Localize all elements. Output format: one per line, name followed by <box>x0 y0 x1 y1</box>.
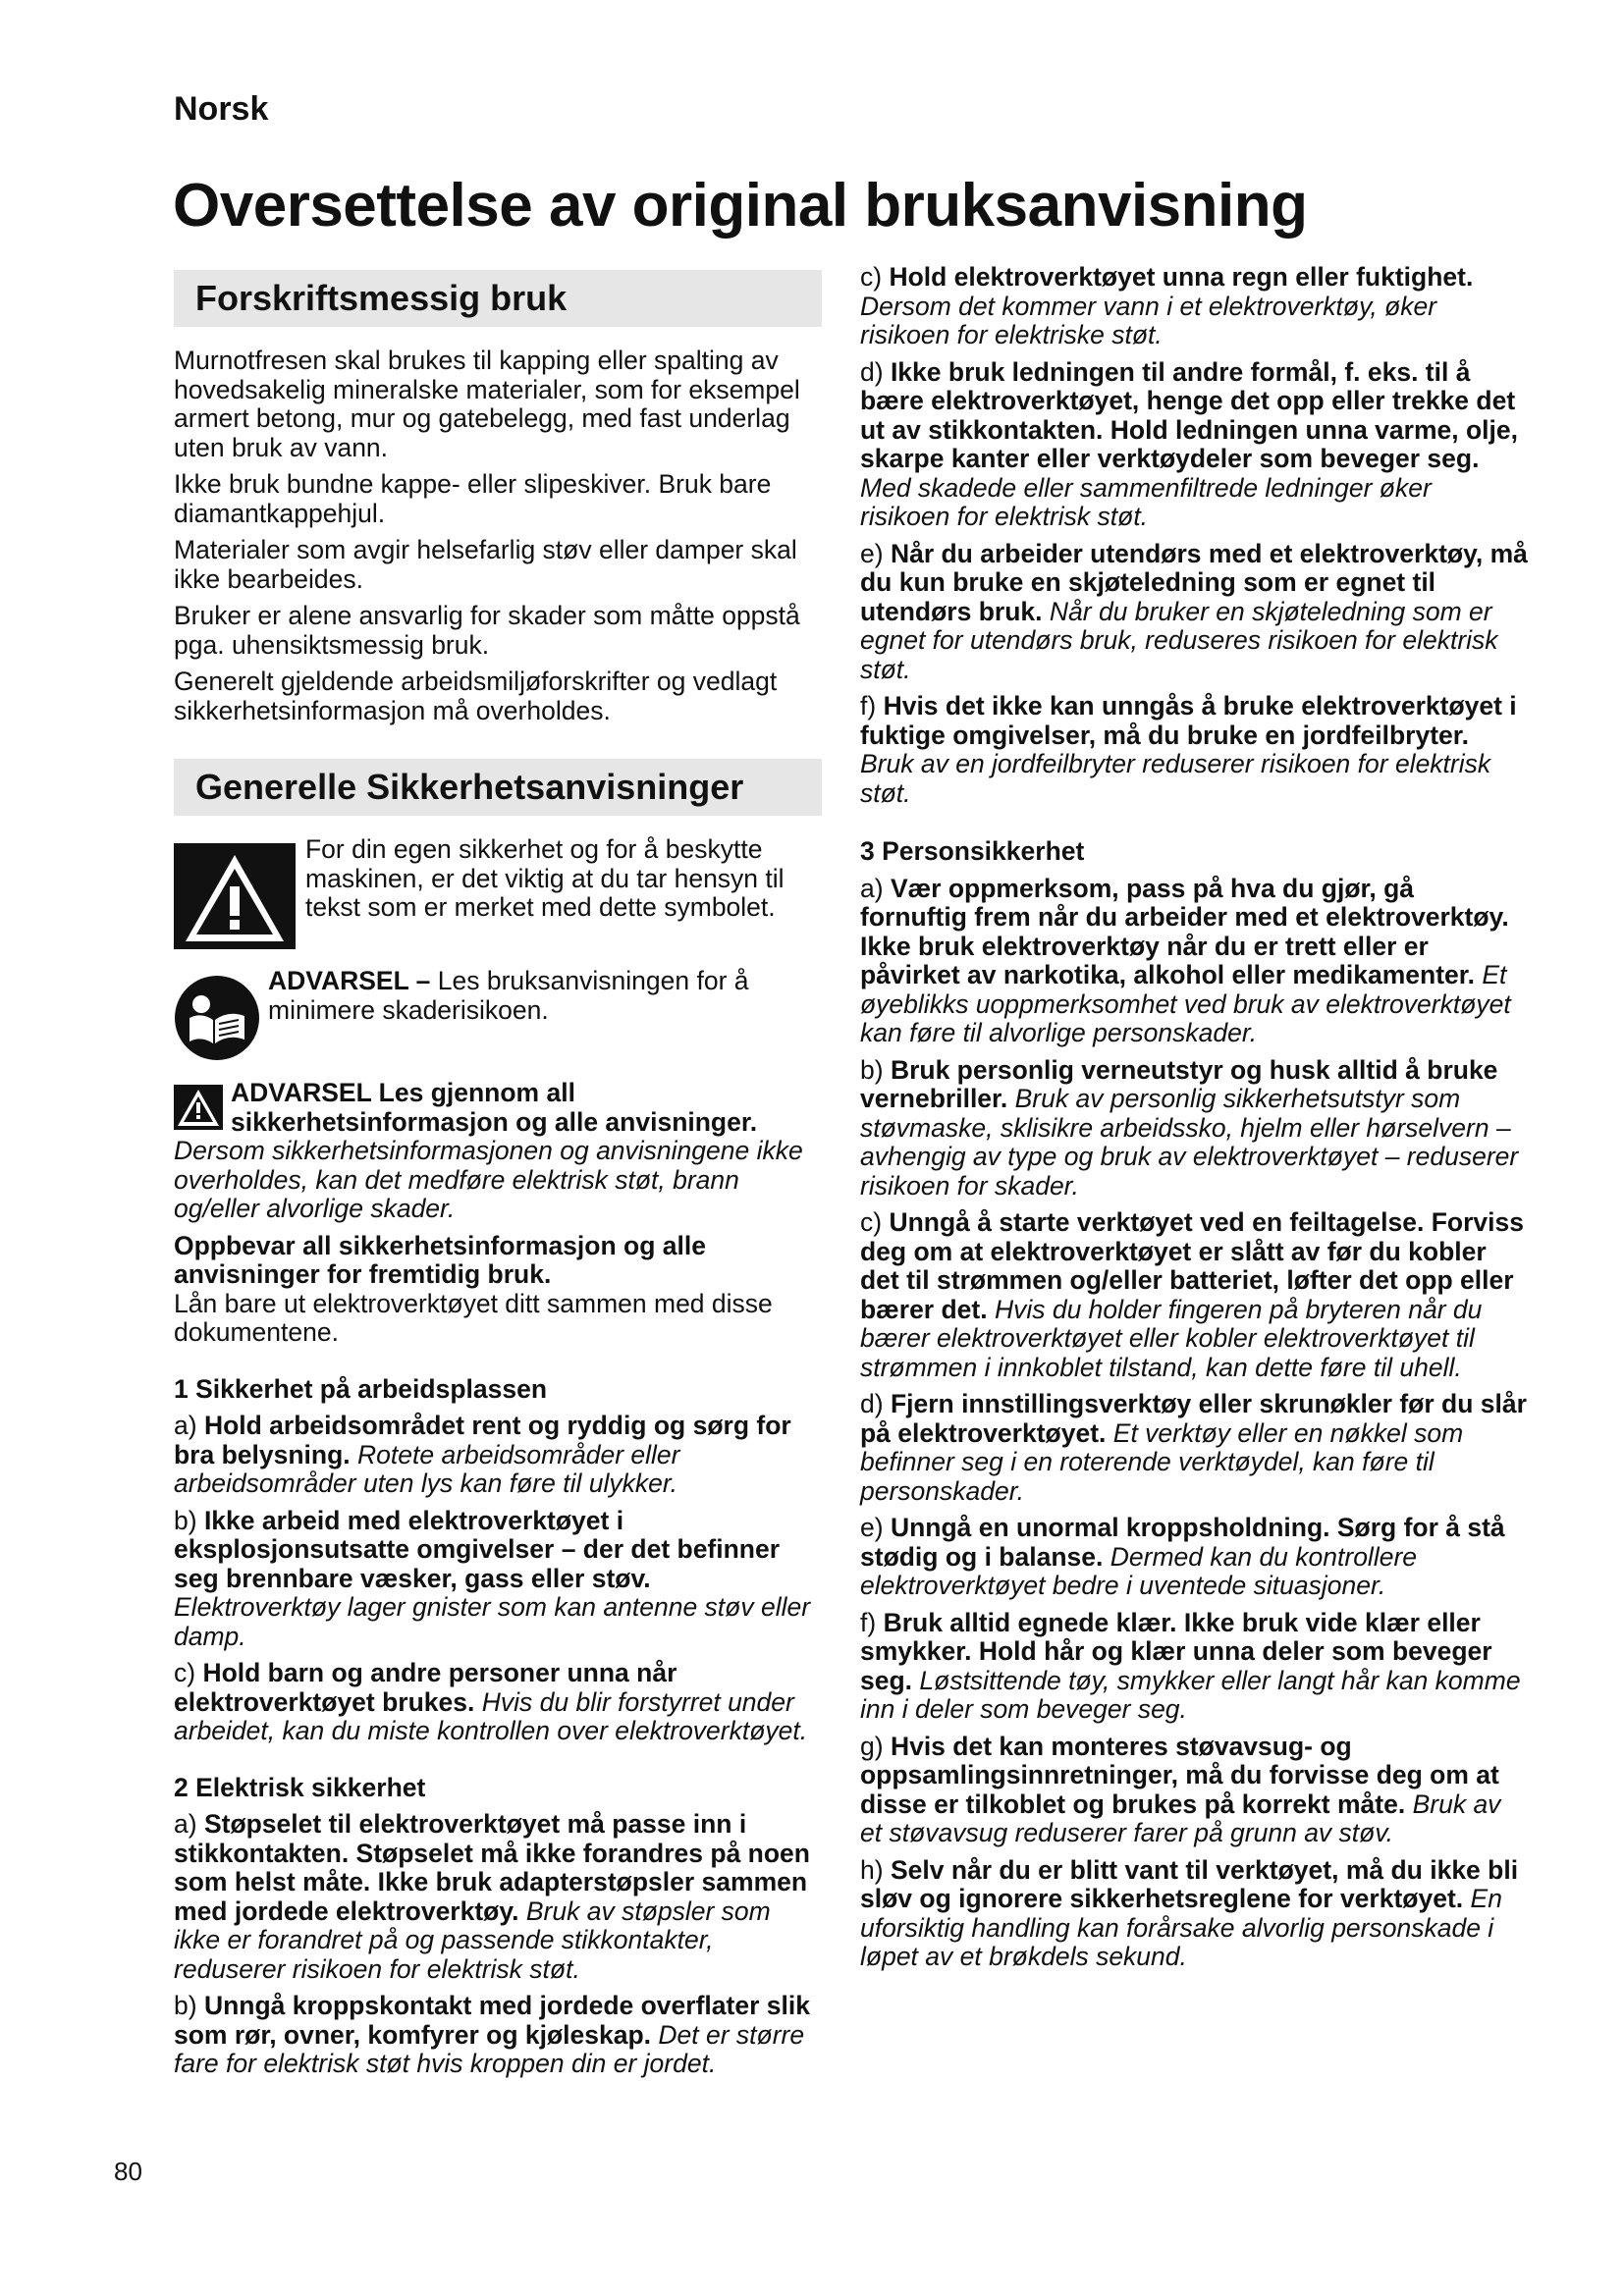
read-manual-notice <box>174 967 822 1061</box>
section-heading-intended-use: Forskriftsmessig bruk <box>174 270 822 327</box>
section-heading-general-safety: Generelle Sikkerhetsanvisninger <box>174 759 822 816</box>
list-item: b) Ikke arbeid med elektroverktøyet i eksplosjonsutsatte omgivelser – der det befinner seg brennbare væsker, gass eller støv. Elektroverktøy lager gnister som kan antenne støv eller damp. <box>174 1505 811 1651</box>
list-item: f) Bruk alltid egnede klær. Ikke bruk vide klær eller smykker. Hold hår og klær unna deler som beveger seg. Løstsittende tøy, smykker eller langt hår kan komme inn i deler som beveger seg. <box>860 1607 1521 1724</box>
list-item: f) Hvis det ikke kan unngås å bruke elektroverktøyet i fuktige omgivelser, må du bruke en jordfeilbryter. Bruk av en jordfeilbryter reduserer risikoen for elektrisk støt. <box>860 691 1517 808</box>
paragraph: Materialer som avgir helsefarlig støv eller damper skal ikke bearbeides. <box>174 535 797 594</box>
read-manual-icon <box>174 975 260 1061</box>
list-item: d) Ikke bruk ledningen til andre formål, f. eks. til å bære elektroverktøyet, henge det opp eller trekke det ut av stikkontakten. Hold ledningen unna varme, olje, skarpe kanter eller verktøydeler som beveger seg. Med skadede eller sammenfiltrede ledninger øker risikoen for elektrisk støt. <box>860 356 1518 531</box>
list-item: g) Hvis det kan monteres støvavsug- og oppsamlingsinnretninger, må du forvisse deg om at disse er tilkoblet og brukes på korrekt måte. Bruk av et støvavsug reduserer farer på grunn av støv. <box>860 1731 1501 1847</box>
list-item: b) Bruk personlig verneutstyr og husk alltid å bruke vernebriller. Bruk av personlig sikkerhetsutstyr som støvmaske, sklisikre arbeidssko, hjelm eller hørselvern – avhengig av type og bruk av elektroverktøyet – reduserer risikoen for skader. <box>860 1054 1519 1201</box>
list-item: a) Vær oppmerksom, pass på hva du gjør, gå fornuftig frem når du arbeider med et elektroverktøy. Ikke bruk elektroverktøy når du er trett eller er påvirket av narkotika, alkohol eller medikamenter. Et øyeblikks uoppmerksomhet ved bruk av elektroverktøyet kan føre til alvorlige personskader. <box>860 873 1511 1047</box>
warning-label: ADVARSEL – <box>268 966 431 995</box>
subheading-workplace-safety: 1 Sikkerhet på arbeidsplassen <box>174 1373 548 1404</box>
symbol-notice-text: For din egen sikkerhet og for å beskytte maskinen, er det viktig at du tar hensyn til tekst som er merket med dette symbolet. <box>305 834 785 922</box>
read-manual-text <box>268 967 822 1025</box>
list-item: h) Selv når du er blitt vant til verktøyet, må du ikke bli sløv og ignorere sikkerhetsreglene for verktøyet. En uforsiktig handling kan forårsake alvorlig personskade i løpet av et brøkdels sekund. <box>860 1854 1519 1971</box>
keep-bold-text: Oppbevar all sikkerhetsinformasjon og alle anvisninger for fremtidig bruk. <box>174 1230 706 1289</box>
page-number: 80 <box>114 2157 142 2186</box>
list-item: c) Hold elektroverktøyet unna regn eller fuktighet. Dersom det kommer vann i et elektroverktøy, øker risikoen for elektriske støt. <box>860 262 1474 349</box>
warning-triangle-icon <box>174 1085 223 1130</box>
paragraph: Murnotfresen skal brukes til kapping eller spalting av hovedsakelig mineralske materialer, som for eksempel armert betong, mur og gatebelegg, med fast underlag uten bruk av vann. <box>174 346 800 462</box>
list-item: a) Støpselet til elektroverktøyet må passe inn i stikkontakten. Støpselet må ikke forandres på noen som helst måte. Ikke bruk adapterstøpsler sammen med jordede elektroverktøy. Bruk av støpsler som ikke er forandret på og passende stikkontakter, reduserer risikoen for elektrisk støt. <box>174 1809 810 1984</box>
subheading-electrical-safety: 2 Elektrisk sikkerhet <box>174 1772 426 1802</box>
symbol-notice <box>174 835 822 949</box>
keep-instructions <box>174 1232 822 1348</box>
list-item: d) Fjern innstillingsverktøy eller skrunøkler før du slår på elektroverktøyet. Et verktøy eller en nøkkel som befinner seg i en roterende verktøydel, kan føre til personskader. <box>860 1389 1527 1506</box>
list-item: e) Når du arbeider utendørs med et elektroverktøy, må du kun bruke en skjøteledning som er egnet til utendørs bruk. Når du bruker en skjøteledning som er egnet for utendørs bruk, reduseres risikoen for elektrisk støt. <box>860 538 1528 684</box>
left-column <box>174 270 822 2087</box>
warning-paragraph <box>174 1079 822 1224</box>
subheading-personal-safety: 3 Personsikkerhet <box>860 836 1085 866</box>
list-item: b) Unngå kroppskontakt med jordede overflater slik som rør, ovner, komfyrer og kjøleskap. Det er større fare for elektrisk støt hvis kroppen din er jordet. <box>174 1991 810 2078</box>
list-item: c) Hold barn og andre personer unna når elektroverktøyet brukes. Hvis du blir forstyrret under arbeidet, kan du miste kontrollen over elektroverktøyet. <box>174 1658 808 1745</box>
paragraph: Bruker er alene ansvarlig for skader som måtte oppstå pga. uhensiktsmessig bruk. <box>174 601 800 660</box>
list-item: a) Hold arbeidsområdet rent og ryddig og sørg for bra belysning. Rotete arbeidsområder eller arbeidsområder uten lys kan føre til ulykker. <box>174 1411 791 1498</box>
page-title: Oversettelse av original bruksanvisning <box>173 172 1308 240</box>
warning-text: Les bruksanvisningen for å minimere skaderisikoen. <box>268 966 749 1025</box>
right-column <box>860 263 1528 1980</box>
language-label: Norsk <box>174 90 269 128</box>
warning-italic-text: Dersom sikkerhetsinformasjonen og anvisningene ikke overholdes, kan det medføre elektrisk støt, brann og/eller alvorlige skader. <box>174 1136 803 1223</box>
warning-triangle-icon <box>174 843 296 949</box>
paragraph: Generelt gjeldende arbeidsmiljøforskrifter og vedlagt sikkerhetsinformasjon må overholdes. <box>174 667 778 725</box>
warning-bold-text: ADVARSEL Les gjennom all sikkerhetsinformasjon og alle anvisninger. <box>231 1078 758 1137</box>
list-item: e) Unngå en unormal kroppsholdning. Sørg for å stå stødig og i balanse. Dermed kan du kontrollere elektroverktøyet bedre i uventede situasjoner. <box>860 1513 1505 1600</box>
keep-text: Lån bare ut elektroverktøyet ditt sammen med disse dokumentene. <box>174 1288 773 1347</box>
list-item: c) Unngå å starte verktøyet ved en feiltagelse. Forviss deg om at elektroverktøyet er slått av før du kobler det til strømmen og/eller batteriet, løfter det opp eller bærer det. Hvis du holder fingeren på bryteren når du bærer elektroverktøyet eller kobler elektroverktøyet til strømmen i innkoblet tilstand, kan dette føre til uhell. <box>860 1207 1524 1382</box>
paragraph: Ikke bruk bundne kappe- eller slipeskiver. Bruk bare diamantkappehjul. <box>174 469 772 528</box>
